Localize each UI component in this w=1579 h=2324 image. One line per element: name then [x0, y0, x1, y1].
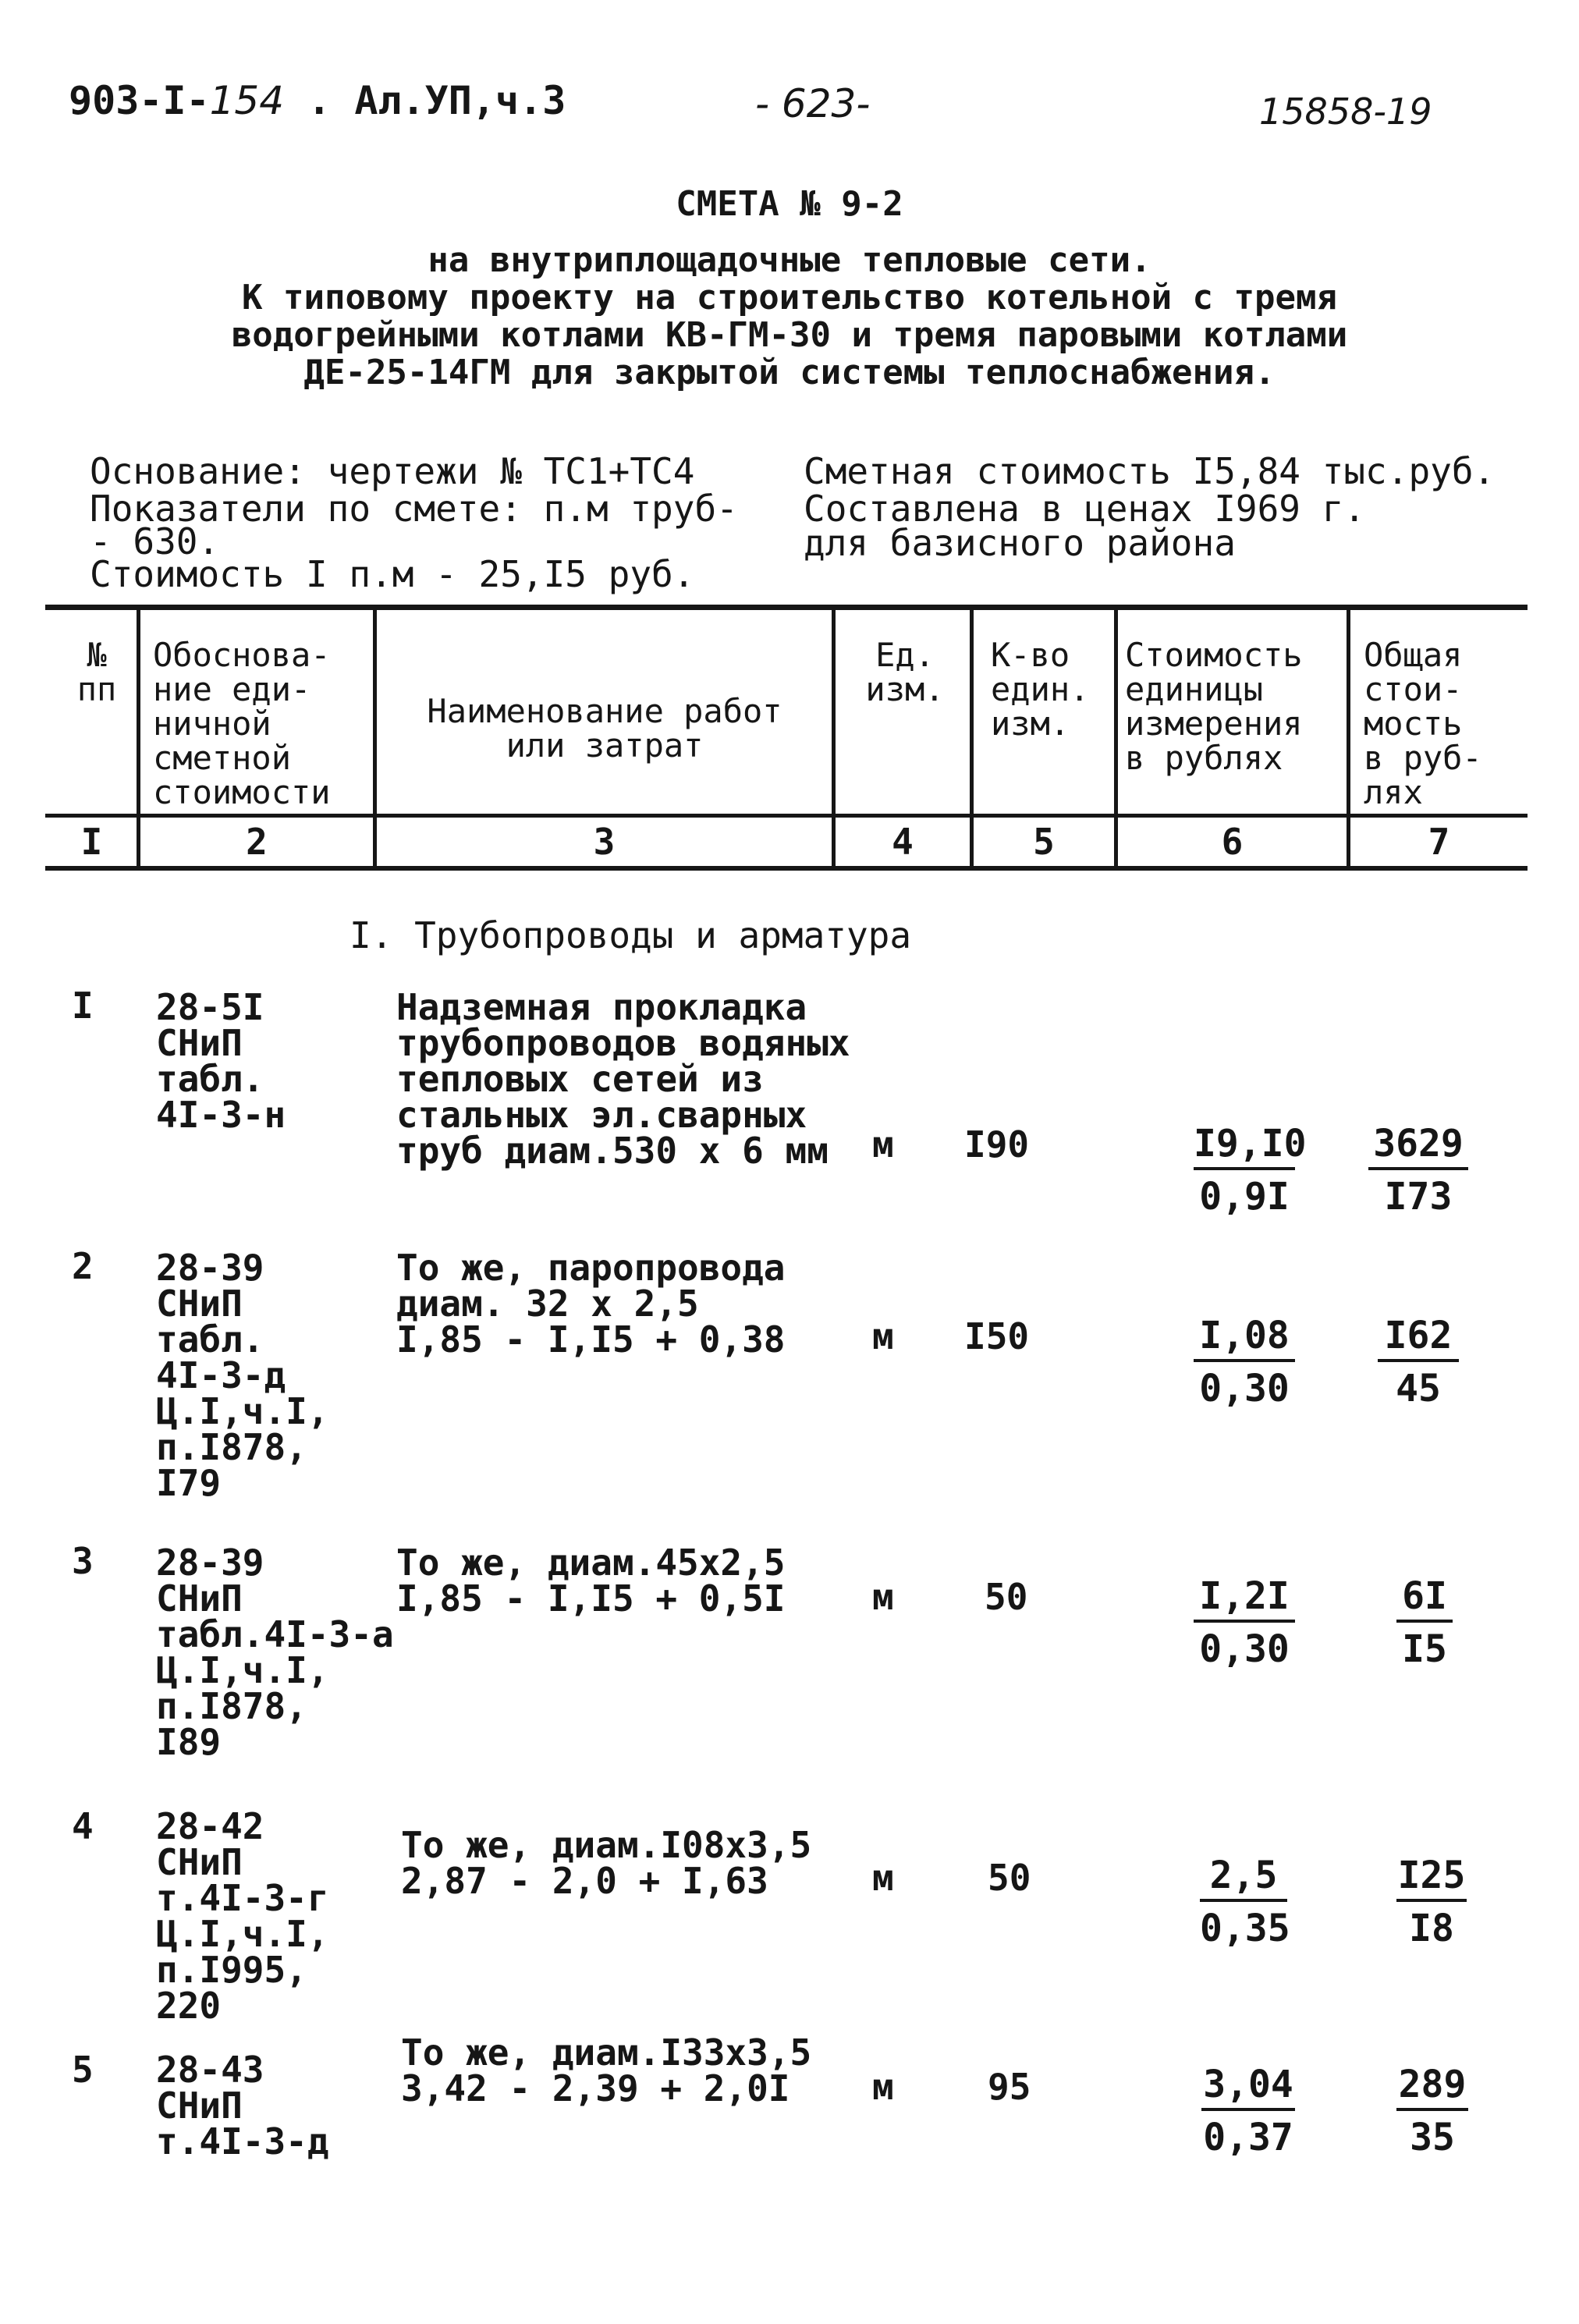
row-name: То же, паропровода диам. 32 x 2,5 I,85 - I,I5 + 0,38 — [396, 1247, 786, 1361]
row-quantity: 50 — [985, 1576, 1028, 1618]
row-basis: 28-39 СНиП табл. 4I-3-д Ц.I,ч.I, п.I878, I79 — [156, 1247, 329, 1504]
row-total-cost — [1368, 1122, 1468, 1219]
document-code-prefix: 903-I- — [69, 78, 210, 123]
row-basis: 28-43 СНиП т.4I-3-д — [156, 2049, 329, 2163]
col-header-unit-cost: Стоимость единицы измерения в рублях — [1125, 636, 1303, 777]
document-code — [69, 78, 566, 123]
document-code-handwritten: 154 — [209, 78, 285, 123]
row-unit-cost-top: 2,5 — [1200, 1854, 1287, 1902]
row-unit-cost — [1194, 1314, 1295, 1410]
row-unit: м — [872, 1123, 894, 1166]
estimate-title: СМЕТА № 9-2 — [676, 184, 903, 224]
row-quantity: 95 — [988, 2066, 1031, 2108]
row-unit-cost-bottom: 0,37 — [1203, 2116, 1293, 2159]
row-total-cost-bottom: I5 — [1402, 1627, 1447, 1671]
row-unit-cost-top: I,08 — [1194, 1314, 1295, 1362]
row-number: I — [72, 985, 94, 1027]
document-code-suffix: . Ал.УП,ч.3 — [284, 78, 566, 123]
title-line-1: на внутриплощадочные тепловые сети. — [428, 240, 1151, 280]
row-unit-cost — [1194, 1574, 1295, 1671]
row-unit: м — [872, 1315, 894, 1357]
row-name: То же, диам.45x2,5 I,85 - I,I5 + 0,5I — [396, 1542, 786, 1620]
row-total-cost-bottom: I73 — [1384, 1175, 1453, 1219]
col-number-6: 6 — [1221, 821, 1244, 863]
row-total-cost-bottom: 35 — [1410, 2116, 1455, 2159]
col-header-name: Наименование работ или затрат — [427, 692, 782, 765]
column-numbers-bottom-rule — [45, 866, 1528, 871]
col-number-7: 7 — [1428, 821, 1450, 863]
col-number-2: 2 — [246, 821, 268, 863]
row-total-cost-top: I25 — [1396, 1854, 1467, 1902]
row-unit-cost — [1200, 1854, 1290, 1950]
col-header-unit: Ед. изм. — [865, 636, 945, 708]
row-name: То же, диам.I33x3,5 3,42 - 2,39 + 2,0I — [401, 2031, 812, 2109]
row-basis: 28-5I СНиП табл. 4I-3-н — [156, 986, 286, 1136]
row-unit: м — [872, 2066, 894, 2108]
row-total-cost-top: I62 — [1378, 1314, 1459, 1362]
row-unit-cost-bottom: 0,30 — [1199, 1367, 1290, 1410]
row-name: Надземная прокладка трубопроводов водяных тепловых сетей из стальных эл.сварных труб диам.530 x 6 мм — [396, 986, 850, 1172]
header-bottom-rule — [45, 814, 1528, 818]
col-number-1: I — [80, 821, 103, 863]
row-unit-cost-bottom: 0,30 — [1199, 1627, 1290, 1671]
info-left-1: Основание: чертежи № ТС1+ТС4 — [90, 450, 695, 492]
info-left-3: - 630. — [90, 520, 220, 562]
row-number: 3 — [72, 1540, 94, 1582]
row-quantity: I90 — [964, 1123, 1030, 1166]
row-unit-cost-top: I9,I0 — [1194, 1122, 1295, 1170]
row-unit-cost — [1194, 1122, 1307, 1219]
row-number: 2 — [72, 1245, 94, 1287]
row-total-cost — [1396, 2063, 1468, 2159]
col-number-5: 5 — [1033, 821, 1055, 863]
row-number: 4 — [72, 1805, 94, 1847]
row-total-cost-bottom: 45 — [1396, 1367, 1441, 1410]
title-line-3: водогрейными котлами КВ-ГМ-30 и тремя паровыми котлами — [231, 315, 1348, 355]
title-line-4: ДЕ-25-14ГМ для закрытой системы теплоснабжения. — [303, 353, 1276, 392]
row-unit-cost-bottom: 0,9I — [1199, 1175, 1290, 1219]
col-header-total-cost: Общая стои- мость в руб- лях — [1364, 636, 1482, 811]
row-name: То же, диам.I08x3,5 2,87 - 2,0 + I,63 — [401, 1824, 812, 1902]
col-header-basis: Обоснова- ние еди- ничной сметной стоимости — [153, 636, 331, 811]
row-total-cost-bottom: I8 — [1409, 1907, 1454, 1950]
row-basis: 28-39 СНиП табл.4I-3-а Ц.I,ч.I, п.I878, I89 — [156, 1542, 394, 1763]
row-total-cost — [1396, 1574, 1453, 1671]
col-number-3: 3 — [593, 821, 616, 863]
row-number: 5 — [72, 2049, 94, 2091]
row-total-cost-top: 3629 — [1368, 1122, 1468, 1170]
section-title: I. Трубопроводы и арматура — [350, 914, 912, 956]
info-right-3: для базисного района — [804, 522, 1236, 564]
row-unit-cost — [1201, 2063, 1295, 2159]
row-total-cost-top: 289 — [1396, 2063, 1468, 2111]
info-right-2: Составлена в ценах I969 г. — [804, 488, 1366, 530]
archive-number: 15858-19 — [1259, 90, 1432, 133]
row-total-cost — [1378, 1314, 1459, 1410]
col-number-4: 4 — [892, 821, 914, 863]
row-unit-cost-bottom: 0,35 — [1200, 1907, 1290, 1950]
table-top-rule — [45, 605, 1528, 610]
info-left-2: Показатели по смете: п.м труб- — [90, 488, 738, 530]
col-header-number: № пп — [76, 636, 117, 708]
row-total-cost-top: 6I — [1396, 1574, 1453, 1623]
title-line-2: К типовому проекту на строительство котельной с тремя — [242, 278, 1337, 318]
row-unit: м — [872, 1576, 894, 1618]
info-left-4: Стоимость I п.м - 25,I5 руб. — [90, 553, 695, 595]
row-quantity: 50 — [988, 1857, 1031, 1899]
row-unit-cost-top: 3,04 — [1201, 2063, 1295, 2111]
row-quantity: I50 — [964, 1315, 1030, 1357]
row-unit-cost-top: I,2I — [1194, 1574, 1295, 1623]
info-right-1: Сметная стоимость I5,84 тыс.руб. — [804, 450, 1496, 492]
row-total-cost — [1396, 1854, 1467, 1950]
col-header-quantity: К-во един. изм. — [991, 636, 1090, 743]
row-basis: 28-42 СНиП т.4I-3-г Ц.I,ч.I, п.I995, 220 — [156, 1805, 329, 2027]
page-number: - 623- — [755, 81, 871, 126]
row-unit: м — [872, 1857, 894, 1899]
